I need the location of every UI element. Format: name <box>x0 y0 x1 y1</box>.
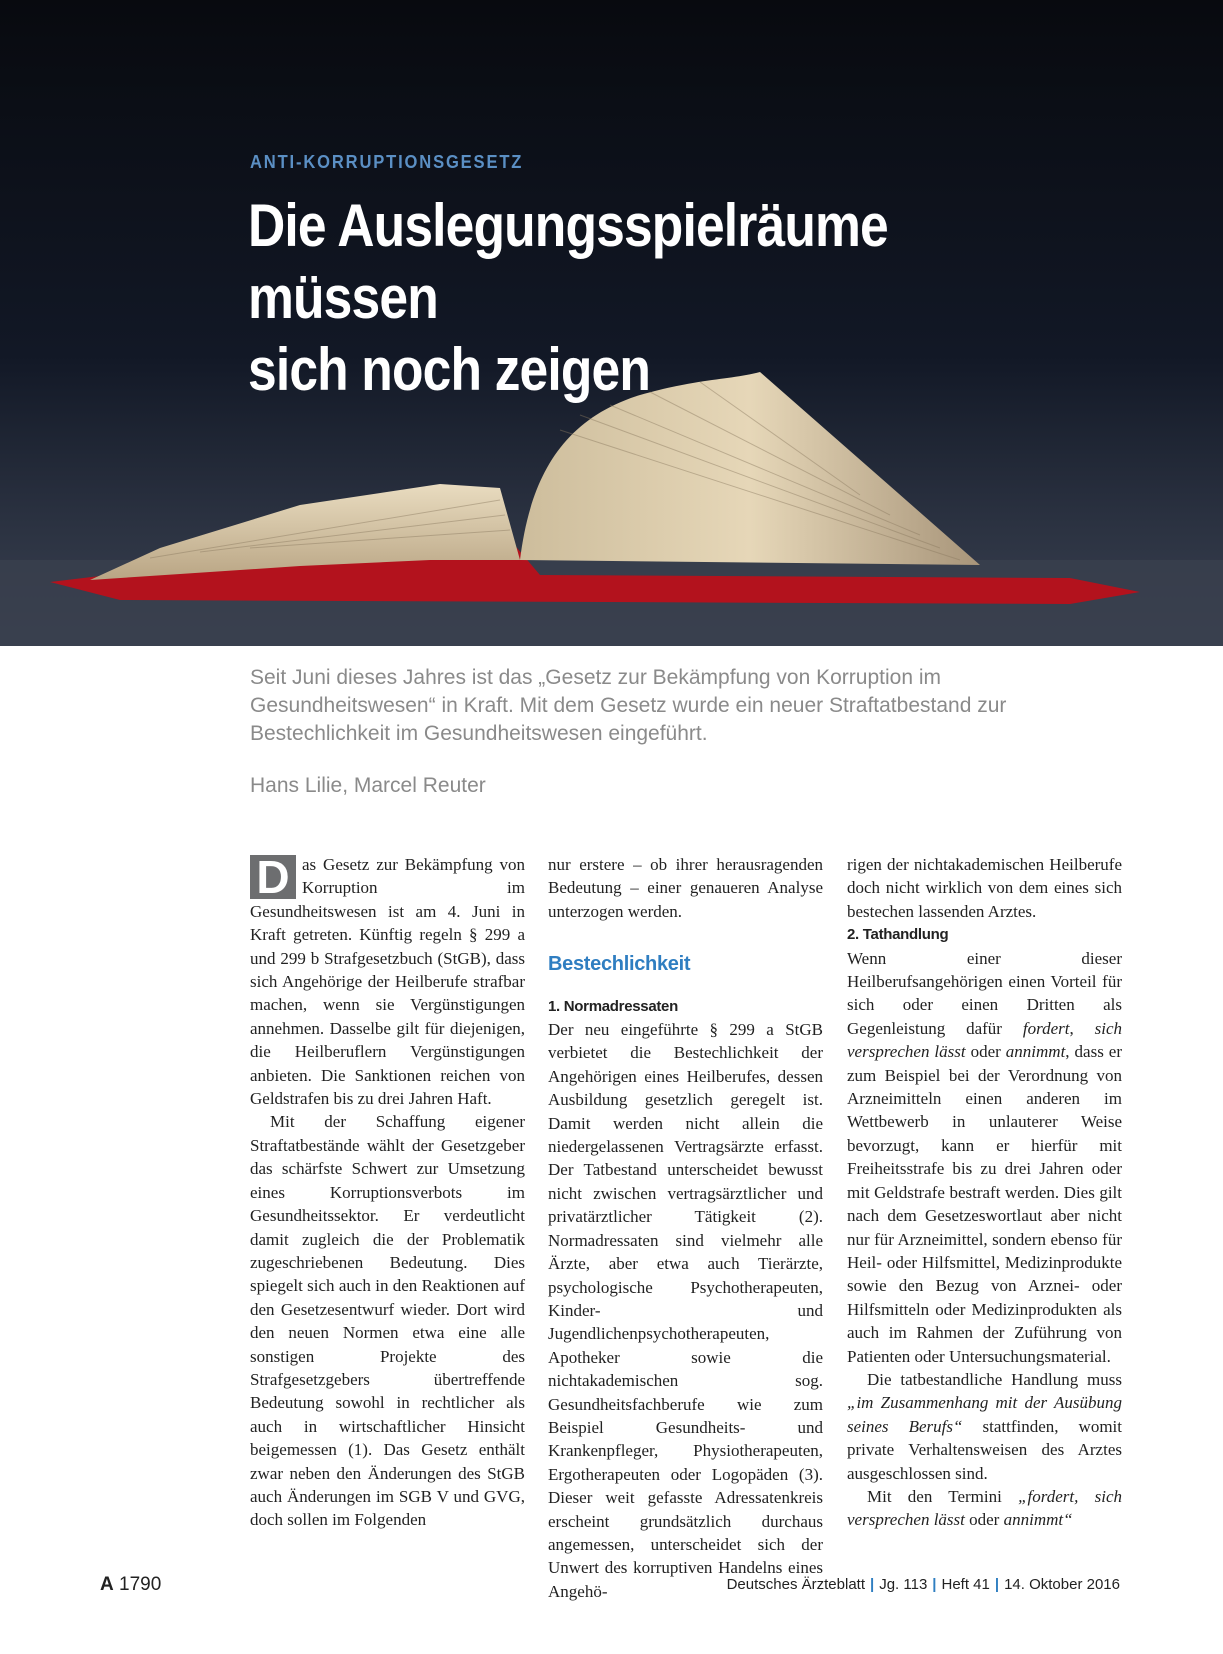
paragraph-1: D as Gesetz zur Bekämpfung von Korruption im Gesundheitswesen ist am 4. Juni in Kraft getreten. Künftig regeln § 299 a und 299 b Strafgesetzbuch (StGB), dass sich Angehörige der Heilberufe strafbar machen, wenn sie Vergünstigungen annehmen. Dasselbe gilt für diejenigen, die Heilberuflern Vergünstigungen anbieten. Die Sanktionen reichen von Geldstrafen bis zu drei Jahren Haft. <box>250 851 525 1109</box>
subheading-normadressaten: 1. Normadressaten <box>548 997 678 1015</box>
drop-cap: D <box>250 855 296 899</box>
paragraph-7: Die tatbestandliche Handlung muss „im Zusammenhang mit der Ausübung seines Berufs“ stattfinden, womit private Verhaltensweisen des Arztes ausgeschlossen sind. <box>847 1369 1122 1483</box>
page-number: A 1790 <box>100 1574 162 1595</box>
headline-line-1: Die Auslegungsspielräume müssen <box>248 192 888 331</box>
issue-date: 14. Oktober 2016 <box>1004 1576 1120 1593</box>
section-heading: Bestechlichkeit <box>548 953 691 976</box>
paragraph-3: nur erstere – ob ihrer herausragenden Bedeutung – einer genaueren Analyse unterzogen werden. <box>548 855 823 921</box>
lead-text: Seit Juni dieses Jahres ist das „Gesetz zur Bekämpfung von Korruption im Gesundheitswesen“ in Kraft. Mit dem Gesetz wurde ein neuer Straftatbestand zur Bestechlichkeit im Gesundheitswesen eingeführt. <box>250 666 1007 745</box>
paragraph-4: Der neu eingeführte § 299 a StGB verbietet die Bestechlichkeit der Angehörigen eines Heilberufes, dessen Ausbildung gesetzlich geregelt ist. Damit werden nicht allein die niedergelassenen Vertragsärzte erfasst. Der Tatbestand unterscheidet bewusst nicht zwischen vertragsärztlicher und privatärztlicher Tätigkeit (2). Normadressaten sind vielmehr alle Ärzte, aber etwa auch Tierärzte, psychologische Psychotherapeuten, Kinder- und Jugendlichenpsychotherapeuten, Apotheker sowie die nichtakademischen sog. Gesundheitsfachberufe wie zum Beispiel Gesundheits- und Krankenpfleger, Physiotherapeuten, Ergotherapeuten oder Logopäden (3). Dieser weit gefasste Adressatenkreis erscheint grundsätzlich durchaus angemessen, unterscheidet sich der Unwert des korruptiven Handelns eines Angehö- <box>548 1020 823 1601</box>
paragraph-2: Mit der Schaffung eigener Straftatbestände wählt der Gesetzgeber das schärfste Schwert zur Umsetzung eines Korruptionsverbots im Gesundheitssektor. Er verdeutlicht damit zugleich die der Problematik zugeschriebenen Bedeutung. Dies spiegelt sich auch in den Reaktionen auf den Gesetzesentwurf wieder. Dort wird den neuen Normen etwa eine alle sonstigen Projekte des Strafgesetzgebers übertreffende Bedeutung sowohl in rechtlicher als auch in wirtschaftlicher Hinsicht beigemessen (1). Das Gesetz enthält zwar neben den Änderungen des StGB auch Änderungen im SGB V und GVG, doch sollen im Folgenden <box>250 1112 525 1530</box>
subheading-tathandlung: 2. Tathandlung <box>847 926 949 944</box>
paragraph-6: Wenn einer dieser Heilberufsangehörigen einen Vorteil für sich oder einen Dritten als Gegenleistung dafür fordert, sich versprechen lässt oder annimmt, dass er zum Beispiel bei der Verordnung von Arzneimitteln einen anderen im Wettbewerb in unlauterer Weise bevorzugt, kann er hierfür mit Freiheitsstrafe bis zu drei Jahren oder mit Geldstrafe bestraft werden. Dies gilt nach dem Gesetzeswortlaut aber nicht nur für Arzneimittel, sondern ebenso für Heil- oder Hilfsmittel, Medizinprodukte sowie den Bezug von Arznei- oder Hilfsmitteln oder Medizinprodukten als auch im Rahmen der Zuführung von Patienten oder Untersuchungsmaterial. <box>847 948 1122 1366</box>
kicker: ANTI-KORRUPTIONSGESETZ <box>250 152 524 172</box>
headline <box>248 190 1022 406</box>
column-1 <box>250 853 525 1532</box>
paragraph-8: Mit den Termini „fordert, sich versprechen lässt oder annimmt“ <box>847 1486 1122 1530</box>
journal-name: Deutsches Ärzteblatt <box>726 1576 865 1593</box>
paragraph-5: rigen der nichtakademischen Heilberufe doch nicht wirklich von dem eines sich bestechen lassenden Arztes. <box>847 855 1122 921</box>
volume: Jg. 113 <box>879 1576 928 1593</box>
column-3 <box>847 853 1122 1532</box>
hero-image <box>0 0 1223 646</box>
column-2 <box>548 853 823 1603</box>
journal-footer: Deutsches Ärzteblatt | Jg. 113 | Heft 41 | 14. Oktober 2016 <box>726 1576 1120 1593</box>
issue: Heft 41 <box>941 1576 990 1593</box>
authors: Hans Lilie, Marcel Reuter <box>250 774 486 797</box>
headline-line-2: sich noch zeigen <box>248 336 650 403</box>
